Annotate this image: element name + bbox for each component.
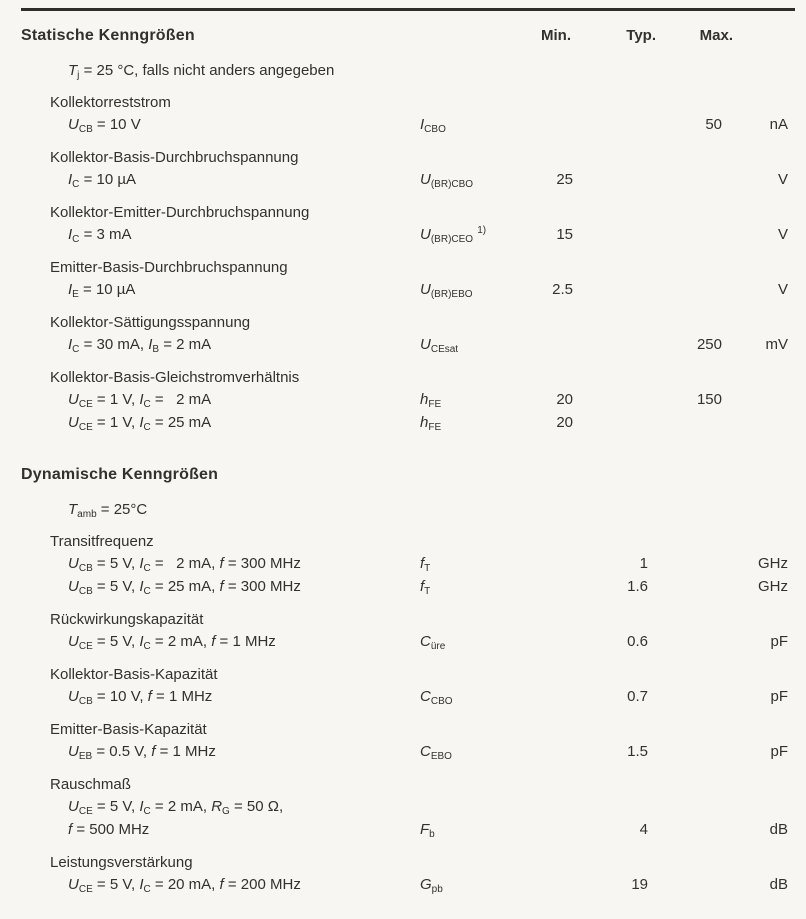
value-min: [535, 740, 573, 763]
sections: [21, 27, 793, 896]
parameter-label: Emitter-Basis-Durchbruchspannung: [50, 259, 288, 276]
unit-text: [722, 795, 788, 818]
unit-text: GHz: [758, 555, 788, 572]
condition-text: $U_{CE} = 1$ V, $I_C$ = 2 mA: [68, 391, 212, 410]
value-min: [535, 795, 573, 818]
parameter-label: Kollektor-Basis-Durchbruchspannung: [50, 149, 299, 166]
symbol-text: $U_{(BR)EBO}$: [420, 281, 473, 300]
value-max: [648, 873, 722, 896]
value-typ: 4: [639, 821, 648, 838]
parameter-lines: [21, 388, 793, 434]
value-typ: [573, 278, 648, 301]
parameter-lines: [21, 630, 793, 653]
condition-text: $U_{CB} = 10$ V: [68, 116, 141, 135]
parameter-line: [68, 223, 793, 246]
value-max: [648, 168, 722, 191]
value-max: [648, 552, 722, 575]
value-typ: [573, 388, 648, 411]
value-min: [535, 685, 573, 708]
unit-text: dB: [769, 821, 788, 838]
symbol-text: $C_{EBO}$: [420, 743, 452, 762]
parameter-line: [68, 333, 793, 356]
symbol-text: $f_T$: [420, 555, 431, 574]
column-header-min: Min.: [541, 27, 571, 44]
parameter-line: [68, 388, 793, 411]
parameter-lines: [21, 873, 793, 896]
parameter-group: [21, 203, 793, 246]
parameter-label: Kollektor-Basis-Kapazität: [50, 666, 218, 683]
unit-text: V: [777, 281, 788, 298]
condition-text: f = 500 MHz: [68, 821, 150, 838]
parameter-line: [68, 630, 793, 653]
symbol-text: [420, 795, 535, 818]
symbol-text: $C_{CBO}$: [420, 688, 453, 707]
parameter-group: [21, 93, 793, 136]
symbol-text: $F_b$: [420, 821, 435, 840]
symbol-text: $f_T$: [420, 578, 431, 597]
value-min: 25: [556, 171, 573, 188]
parameter-group: [21, 853, 793, 896]
value-min: [535, 113, 573, 136]
parameter-line: [68, 795, 793, 818]
condition-text: $U_{CB} = 5$ V, $I_C = 25$ mA, f = 300 MHz: [68, 578, 301, 597]
unit-text: [722, 388, 788, 411]
parameter-label: Rauschmaß: [50, 776, 131, 793]
parameter-label: Emitter-Basis-Kapazität: [50, 721, 207, 738]
unit-text: [722, 411, 788, 434]
value-typ: [573, 333, 648, 356]
section-title: Statische Kenngrößen: [21, 27, 195, 44]
value-max: [648, 818, 722, 841]
unit-text: V: [777, 171, 788, 188]
condition-text: $U_{EB} = 0.5$ V, f = 1 MHz: [68, 743, 216, 762]
column-header-typ: Typ.: [626, 27, 656, 44]
condition-text: $I_E = 10$ µA: [68, 281, 136, 300]
symbol-text: $U_{CEsat}$: [420, 336, 459, 355]
value-min: [535, 575, 573, 598]
parameter-line: [68, 168, 793, 191]
symbol-text: $U_{(BR)CEO}$ $^{1)}$: [420, 225, 487, 245]
value-min: 15: [556, 226, 573, 243]
unit-text: pF: [770, 688, 788, 705]
parameter-line: [68, 278, 793, 301]
parameter-line: [68, 552, 793, 575]
parameter-group: [21, 610, 793, 653]
value-typ: 1: [639, 555, 648, 572]
parameter-lines: [21, 168, 793, 191]
value-max: [648, 740, 722, 763]
value-max: 250: [696, 336, 722, 353]
value-typ: 0.7: [627, 688, 648, 705]
value-typ: 0.6: [627, 633, 648, 650]
unit-text: GHz: [758, 578, 788, 595]
parameter-line: [68, 685, 793, 708]
page: [0, 8, 806, 896]
symbol-text: $I_{CBO}$: [420, 116, 446, 135]
value-min: 20: [556, 414, 573, 431]
parameter-lines: [21, 113, 793, 136]
parameter-lines: [21, 685, 793, 708]
value-max: [648, 630, 722, 653]
condition-text: $U_{CE} = 5$ V, $I_C = 20$ mA, f = 200 MHz: [68, 876, 301, 895]
value-max: 50: [705, 116, 722, 133]
parameter-group: [21, 313, 793, 356]
condition-text: $I_C = 30$ mA, $I_B = 2$ mA: [68, 336, 212, 355]
parameter-line: [68, 740, 793, 763]
parameter-label: Transitfrequenz: [50, 533, 154, 550]
section-title: Dynamische Kenngrößen: [21, 466, 219, 483]
unit-text: pF: [770, 633, 788, 650]
value-typ: [573, 113, 648, 136]
parameter-label: Kollektor-Sättigungsspannung: [50, 314, 251, 331]
parameter-group: [21, 148, 793, 191]
value-max: [648, 685, 722, 708]
value-typ: [573, 411, 648, 434]
condition-text: $U_{CB} = 5$ V, $I_C$ = 2 mA, f = 300 MHz: [68, 555, 301, 574]
condition-text: $I_C = 10$ µA: [68, 171, 137, 190]
parameter-lines: [21, 223, 793, 246]
parameter-line: [68, 873, 793, 896]
column-header-max: Max.: [699, 27, 733, 44]
condition-text: $I_C = 3$ mA: [68, 226, 132, 245]
value-max: [648, 223, 722, 246]
parameter-lines: [21, 552, 793, 598]
top-rule: [21, 8, 795, 11]
value-max: [648, 795, 722, 818]
parameter-label: Kollektor-Basis-Gleichstromverhältnis: [50, 369, 300, 386]
value-min: [535, 630, 573, 653]
parameter-lines: [21, 278, 793, 301]
value-typ: [573, 795, 648, 818]
parameter-group: [21, 368, 793, 434]
parameter-group: [21, 720, 793, 763]
symbol-text: $h_{FE}$: [420, 414, 442, 433]
section: [21, 27, 793, 434]
parameter-line: [68, 411, 793, 434]
unit-text: pF: [770, 743, 788, 760]
unit-text: V: [777, 226, 788, 243]
parameter-group: [21, 775, 793, 841]
parameter-label: Rückwirkungskapazität: [50, 611, 204, 628]
parameter-lines: [21, 333, 793, 356]
condition-text: $U_{CE} = 5$ V, $I_C = 2$ mA, f = 1 MHz: [68, 633, 276, 652]
value-typ: 1.6: [627, 578, 648, 595]
parameter-group: [21, 532, 793, 598]
unit-text: nA: [769, 116, 788, 133]
parameter-line: [68, 575, 793, 598]
value-typ: [573, 223, 648, 246]
parameter-rows: [21, 532, 793, 896]
datasheet-page: [0, 8, 806, 919]
parameter-line: [68, 818, 793, 841]
value-min: [535, 818, 573, 841]
parameter-rows: [21, 93, 793, 434]
value-min: [535, 552, 573, 575]
parameter-line: [68, 113, 793, 136]
parameter-lines: [21, 795, 793, 841]
symbol-text: $G_{pb}$: [420, 876, 443, 895]
unit-text: mV: [765, 336, 788, 353]
value-typ: 19: [631, 876, 648, 893]
value-min: [535, 333, 573, 356]
parameter-group: [21, 665, 793, 708]
section-header-row: [21, 27, 793, 45]
section: [21, 466, 793, 896]
unit-text: dB: [769, 876, 788, 893]
value-max: [648, 278, 722, 301]
condition-text: $U_{CB} = 10$ V, f = 1 MHz: [68, 688, 213, 707]
value-min: [535, 873, 573, 896]
condition-text: $U_{CE} = 5$ V, $I_C = 2$ mA, $R_G = 50$ Ω,: [68, 798, 284, 817]
value-min: 20: [556, 391, 573, 408]
symbol-text: $h_{FE}$: [420, 391, 442, 410]
value-max: [648, 575, 722, 598]
value-typ: 1.5: [627, 743, 648, 760]
value-max: 150: [696, 391, 722, 408]
symbol-text: $U_{(BR)CBO}$: [420, 171, 474, 190]
value-min: 2.5: [552, 281, 573, 298]
section-note: $T_j = 25$ °C, falls nicht anders angegeben: [68, 62, 335, 81]
section-header-row: [21, 466, 793, 484]
symbol-text: $C_{üre}$: [420, 633, 446, 652]
section-note: $T_{amb} = 25^\circ C$: [68, 501, 148, 520]
parameter-lines: [21, 740, 793, 763]
parameter-label: Leistungsverstärkung: [50, 854, 193, 871]
condition-text: $U_{CE} = 1$ V, $I_C = 25$ mA: [68, 414, 212, 433]
value-max: [648, 411, 722, 434]
parameter-label: Kollektorreststrom: [50, 94, 171, 111]
parameter-label: Kollektor-Emitter-Durchbruchspannung: [50, 204, 310, 221]
value-typ: [573, 168, 648, 191]
parameter-group: [21, 258, 793, 301]
